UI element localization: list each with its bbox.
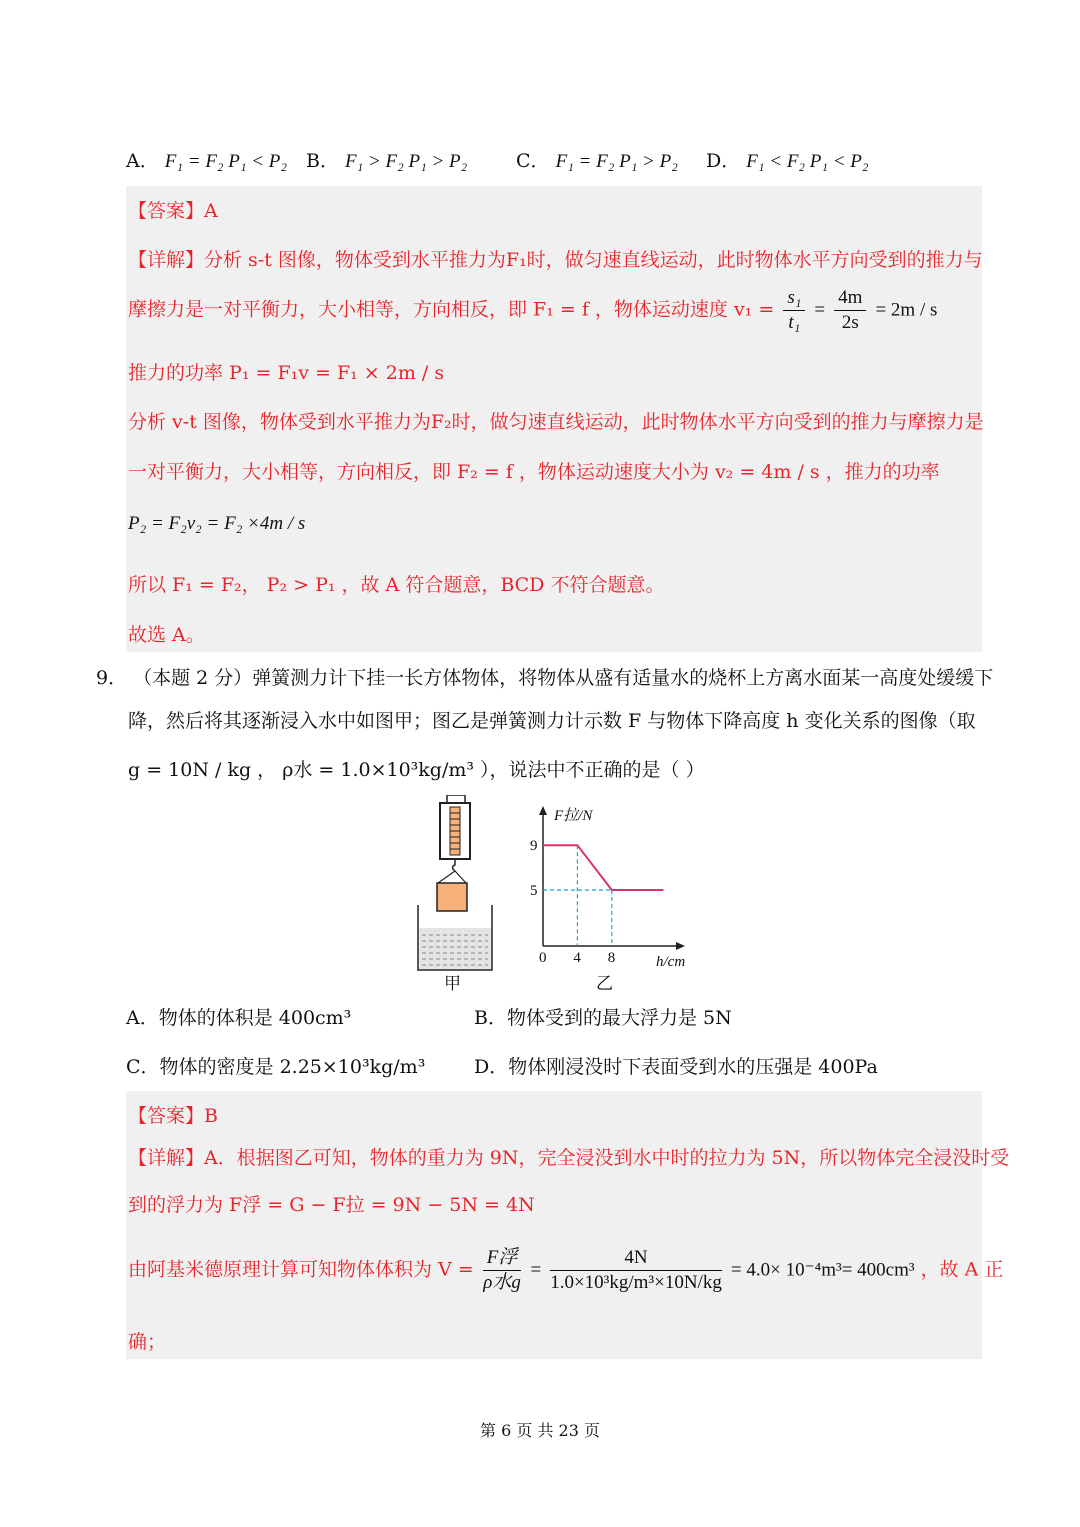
q8-detail-line-7: 所以 F₁ = F₂， P₂ > P₁ ，故 A 符合题意，BCD 不符合题意。 xyxy=(128,574,665,596)
figure-jia-spring-scale-beaker xyxy=(410,795,500,990)
q9-stem-line-3: g = 10N / kg ， ρ水 = 1.0×10³kg/m³ ），说法中不正确的是（ ） xyxy=(128,759,705,781)
q9-detail-line-2: 到的浮力为 F浮 = G − F拉 = 9N − 5N = 4N xyxy=(128,1194,535,1216)
q8-option-b-label: B． xyxy=(306,150,339,172)
q8-option-d-label: D． xyxy=(706,150,741,172)
q8-option-d-expr: F₁ < F₂ P₁ < P₂ xyxy=(746,151,869,172)
q8-detail-line-4: 分析 v-t 图像，物体受到水平推力为F₂时，做匀速直线运动，此时物体水平方向受到的推力与摩擦力是 xyxy=(128,411,984,433)
q9-option-d: D．物体刚浸没时下表面受到水的压强是 400Pa xyxy=(474,1056,878,1078)
q8-velocity-fraction xyxy=(783,286,805,335)
q8-frac1-num: s₁ xyxy=(783,286,805,311)
q9-value-fraction xyxy=(550,1246,722,1295)
q9-option-a: A．物体的体积是 400cm³ xyxy=(126,1007,352,1029)
q8-detail-line-5: 一对平衡力，大小相等，方向相反，即 F₂ = f ，物体运动速度大小为 v₂ = 4m / s ，推力的功率 xyxy=(128,461,940,483)
q9-detail-3b: = 4.0× 10⁻⁴m³= 400cm³ xyxy=(730,1259,915,1281)
chart-y-label: F拉/N xyxy=(554,808,593,824)
q8-option-c-label: C． xyxy=(516,150,550,172)
q9-frac1-den: ρ水g xyxy=(483,1272,521,1293)
q9-option-b: B．物体受到的最大浮力是 5N xyxy=(474,1007,732,1029)
q9-frac1-num: F浮 xyxy=(483,1246,522,1271)
q9-detail-3a: 由阿基米德原理计算可知物体体积为 V = xyxy=(128,1258,474,1281)
q8-frac1-den: t₁ xyxy=(788,312,801,333)
q9-answer-label: 【答案】B xyxy=(128,1105,218,1127)
q8-option-a-expr: F₁ = F₂ P₁ < P₂ xyxy=(164,151,288,172)
q8-answer-label: 【答案】A xyxy=(128,200,218,222)
q8-detail-2b: = 2m / s xyxy=(875,299,938,321)
chart-x-arrow xyxy=(676,942,685,950)
q8-option-a-label: A． xyxy=(126,150,159,172)
q8-detail-line-3: 推力的功率 P₁ = F₁v = F₁ × 2m / s xyxy=(128,362,445,384)
q9-stem-line-1: 9． （本题 2 分）弹簧测力计下挂一长方体物体，将物体从盛有适量水的烧杯上方离水面某一高度处缓缓下 xyxy=(96,667,994,689)
figure-yi-label: 乙 xyxy=(596,974,613,994)
q8-detail-line-1: 【详解】分析 s-t 图像，物体受到水平推力为F₁时，做匀速直线运动，此时物体水平方向受到的推力与 xyxy=(128,249,983,271)
figure-yi-chart xyxy=(522,800,702,975)
chart-y-arrow xyxy=(539,806,547,815)
chart-x-tick-4: 4 xyxy=(573,950,581,966)
q9-answer-box xyxy=(126,1091,982,1359)
q8-detail-2a: 摩擦力是一对平衡力，大小相等，方向相反，即 F₁ = f ，物体运动速度 v₁ = xyxy=(128,298,775,321)
chart-y-tick-5: 5 xyxy=(530,883,538,899)
q8-frac2-num: 4m xyxy=(834,286,866,311)
q9-frac2-den: 1.0×10³kg/m³×10N/kg xyxy=(550,1272,722,1293)
q8-option-b-expr: F₁ > F₂ P₁ > P₂ xyxy=(345,151,468,172)
q9-detail-line-4: 确； xyxy=(128,1331,167,1353)
page-footer: 第 6 页 共 23 页 xyxy=(480,1421,600,1440)
q9-detail-line-1: 【详解】A．根据图乙可知，物体的重力为 9N，完全浸没到水中时的拉力为 5N，所以物体完全浸没时受 xyxy=(128,1147,1010,1169)
chart-x-tick-0: 0 xyxy=(539,950,547,966)
chart-x-label: h/cm xyxy=(656,954,686,970)
chart-series-line xyxy=(543,845,663,890)
q9-detail-3c: ，故 A 正 xyxy=(920,1258,1004,1281)
q8-detail-line-8: 故选 A。 xyxy=(128,624,205,646)
chart-y-tick-9: 9 xyxy=(530,838,538,855)
q8-option-c-expr: F₁ = F₂ P₁ > P₂ xyxy=(555,151,678,172)
q8-detail-line-2: 摩擦力是一对平衡力，大小相等，方向相反，即 F₁ = f ，物体运动速度 v₁ = $\frac{\text{s₁}}{\text{t₁}}$ = $\frac{4m}{2s}$ = 2m / s xyxy=(128,287,938,333)
q9-stem-line-2: 降，然后将其逐渐浸入水中如图甲；图乙是弹簧测力计示数 F 与物体下降高度 h 变化关系的图像（取 xyxy=(128,710,976,732)
q8-distance-time-fraction xyxy=(834,286,866,335)
q9-detail-line-3: 由阿基米德原理计算可知物体体积为 V = $\frac{\text{F浮}}{\text{ρ水g}}$ = $\frac{4N}{\text{1.0×10³kg/m³×10N/kg}}$ = 4.0× 10⁻⁴m³= 400cm³ ，故 A 正 xyxy=(128,1247,1004,1293)
q8-frac2-den: 2s xyxy=(841,312,859,333)
q8-detail-line-6: P₂ = F₂v₂ = F₂ ×4m / s xyxy=(128,513,306,534)
figure-jia-label: 甲 xyxy=(444,974,461,994)
chart-x-tick-8: 8 xyxy=(607,950,616,966)
q9-frac2-num: 4N xyxy=(550,1246,722,1271)
q9-option-c: C．物体的密度是 2.25×10³kg/m³ xyxy=(126,1056,426,1078)
q9-buoyancy-fraction xyxy=(483,1246,522,1295)
